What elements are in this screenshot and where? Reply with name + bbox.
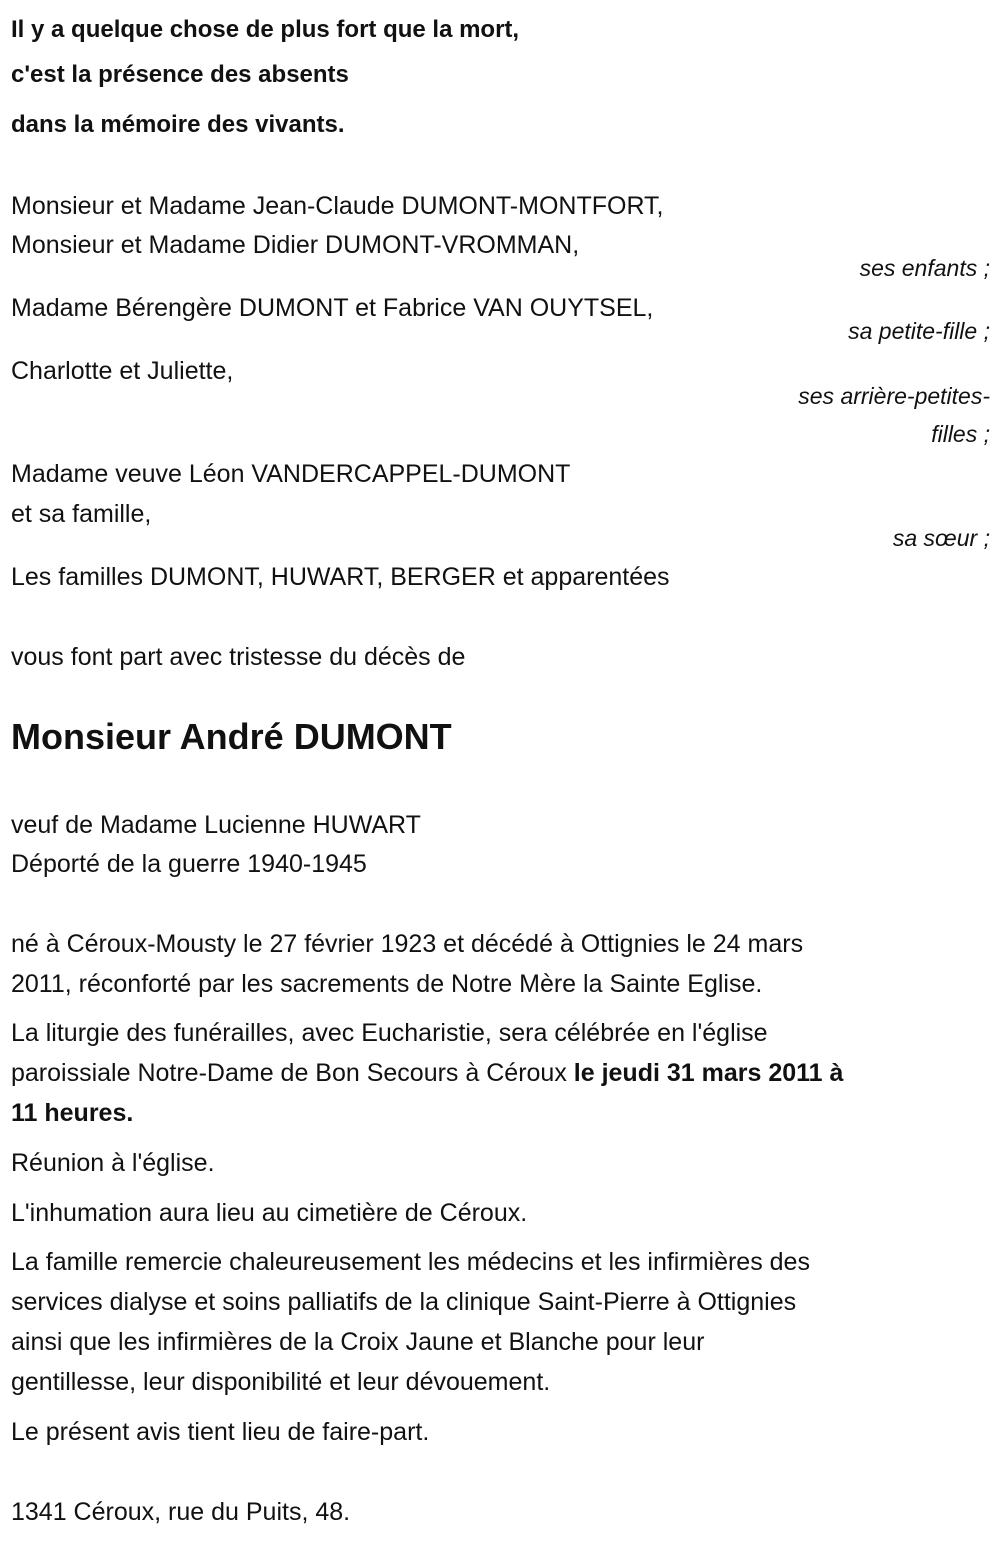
meeting: Réunion à l'église.: [11, 1149, 215, 1177]
family-role: ses arrière-petites-: [798, 383, 990, 409]
thanks-line: ainsi que les infirmières de la Croix Jaune et Blanche pour leur: [11, 1328, 705, 1356]
family-member: Charlotte et Juliette,: [11, 357, 234, 385]
liturgy-date: le jeudi 31 mars 2011 à: [573, 1059, 844, 1087]
thanks-line: La famille remercie chaleureusement les médecins et les infirmières des: [11, 1248, 810, 1276]
birth-death-line: né à Céroux-Mousty le 27 février 1923 et décédé à Ottignies le 24 mars: [11, 930, 804, 958]
quote-line: c'est la présence des absents: [11, 61, 349, 88]
thanks-line: gentillesse, leur disponibilité et leur dévouement.: [11, 1368, 551, 1396]
family-member: Madame veuve Léon VANDERCAPPEL-DUMONT: [11, 460, 571, 488]
deceased-name: Monsieur André DUMONT: [11, 716, 452, 757]
address: 1341 Céroux, rue du Puits, 48.: [11, 1498, 351, 1526]
announcement: vous font part avec tristesse du décès de: [11, 643, 466, 671]
family-role: sa sœur ;: [892, 525, 990, 551]
birth-death-line: 2011, réconforté par les sacrements de Notre Mère la Sainte Eglise.: [11, 970, 763, 998]
quote-line: Il y a quelque chose de plus fort que la mort,: [11, 16, 520, 43]
thanks-line: services dialyse et soins palliatifs de la clinique Saint-Pierre à Ottignies: [11, 1288, 797, 1316]
detail-line: veuf de Madame Lucienne HUWART: [11, 811, 421, 839]
quote-line: dans la mémoire des vivants.: [11, 111, 345, 138]
family-role: ses enfants ;: [859, 255, 990, 281]
family-role: filles ;: [931, 421, 990, 447]
liturgy-time: 11 heures.: [11, 1099, 134, 1127]
liturgy-line: La liturgie des funérailles, avec Eucharistie, sera célébrée en l'église: [11, 1019, 768, 1047]
liturgy-text: paroissiale Notre-Dame de Bon Secours à Céroux: [11, 1059, 574, 1087]
family-member: Monsieur et Madame Jean-Claude DUMONT-MONTFORT,: [11, 192, 664, 220]
family-member: Madame Bérengère DUMONT et Fabrice VAN OUYTSEL,: [11, 294, 654, 322]
liturgy-line: [11, 1053, 843, 1093]
family-member: Monsieur et Madame Didier DUMONT-VROMMAN,: [11, 231, 580, 259]
family-member: et sa famille,: [11, 500, 152, 528]
detail-line: Déporté de la guerre 1940-1945: [11, 850, 367, 878]
family-member: Les familles DUMONT, HUWART, BERGER et apparentées: [11, 563, 670, 591]
notice: Le présent avis tient lieu de faire-part.: [11, 1418, 430, 1446]
liturgy-line: [11, 1093, 133, 1133]
family-role: sa petite-fille ;: [848, 318, 990, 344]
burial: L'inhumation aura lieu au cimetière de Céroux.: [11, 1199, 528, 1227]
